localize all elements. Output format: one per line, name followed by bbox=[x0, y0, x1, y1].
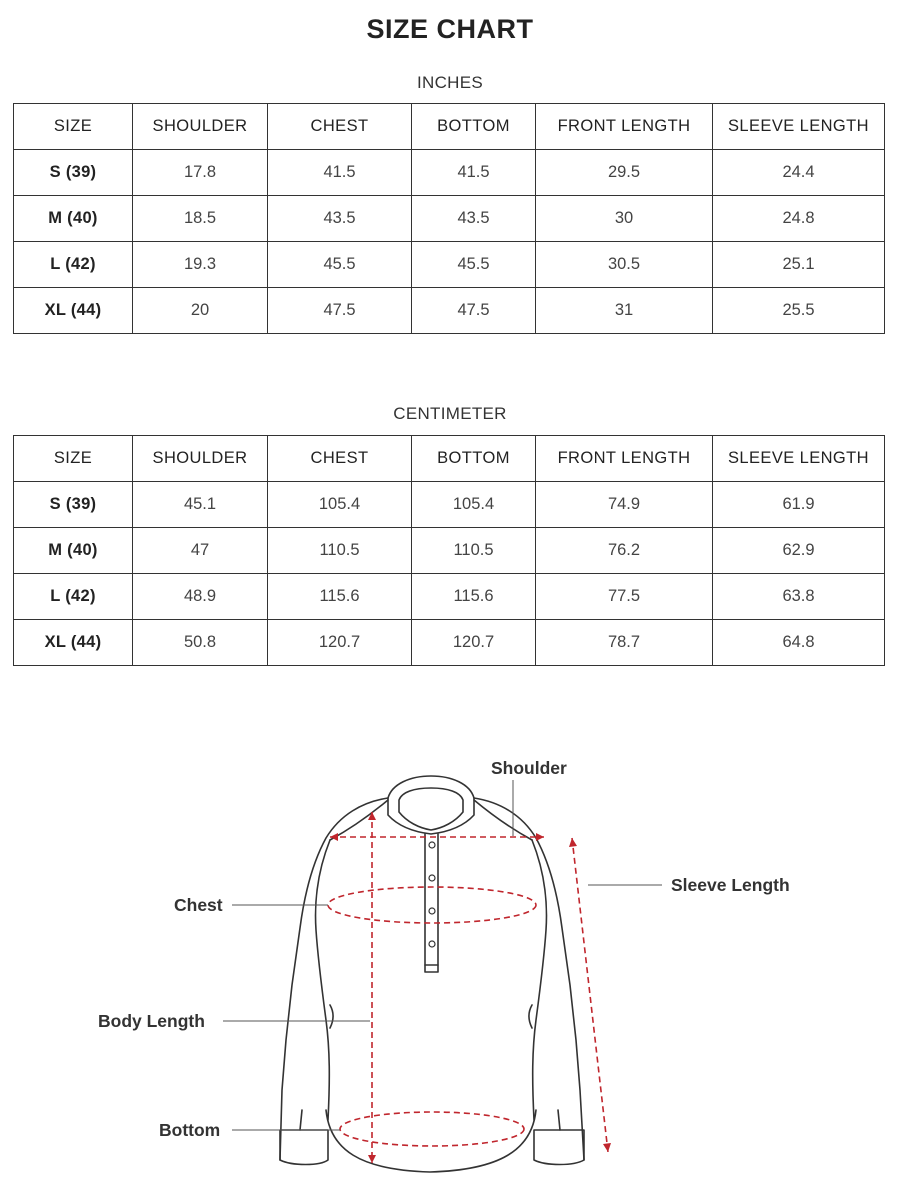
chest-measure-ellipse bbox=[328, 887, 536, 923]
table-cell: 50.8 bbox=[133, 620, 268, 666]
table-cell: 76.2 bbox=[536, 528, 713, 574]
table-cell: 74.9 bbox=[536, 482, 713, 528]
table-cell: 43.5 bbox=[412, 196, 536, 242]
sleeve-length-label: Sleeve Length bbox=[671, 875, 790, 895]
table-cell: 20 bbox=[133, 288, 268, 334]
centimeter-caption: CENTIMETER bbox=[393, 404, 507, 423]
table-row bbox=[14, 288, 885, 334]
table-cell: 64.8 bbox=[713, 620, 885, 666]
table-cell: 41.5 bbox=[412, 150, 536, 196]
table-row bbox=[14, 242, 885, 288]
table-cell: 115.6 bbox=[412, 574, 536, 620]
table-cell: 43.5 bbox=[268, 196, 412, 242]
table-cell: 19.3 bbox=[133, 242, 268, 288]
table-cell: 62.9 bbox=[713, 528, 885, 574]
table-row bbox=[14, 196, 885, 242]
header-front-length: FRONT LENGTH bbox=[536, 104, 713, 150]
body-length-label: Body Length bbox=[98, 1011, 205, 1031]
size-cell: L (42) bbox=[14, 574, 133, 620]
bottom-measure-ellipse bbox=[340, 1112, 524, 1146]
header-bottom: BOTTOM bbox=[412, 104, 536, 150]
table-cell: 63.8 bbox=[713, 574, 885, 620]
table-cell: 105.4 bbox=[412, 482, 536, 528]
shoulder-label: Shoulder bbox=[491, 758, 567, 778]
size-cell: S (39) bbox=[14, 150, 133, 196]
table-cell: 31 bbox=[536, 288, 713, 334]
table-cell: 110.5 bbox=[412, 528, 536, 574]
table-cell: 61.9 bbox=[713, 482, 885, 528]
size-cell: M (40) bbox=[14, 528, 133, 574]
inches-caption: INCHES bbox=[416, 73, 484, 92]
shirt-button-icon bbox=[429, 842, 435, 848]
table-cell: 30 bbox=[536, 196, 713, 242]
table-row bbox=[14, 482, 885, 528]
table-cell: 115.6 bbox=[268, 574, 412, 620]
header-shoulder: SHOULDER bbox=[133, 104, 268, 150]
table-cell: 29.5 bbox=[536, 150, 713, 196]
header-chest: CHEST bbox=[268, 436, 412, 482]
page-title: SIZE CHART bbox=[366, 14, 534, 44]
header-front-length: FRONT LENGTH bbox=[536, 436, 713, 482]
table-cell: 24.4 bbox=[713, 150, 885, 196]
table-header-row bbox=[14, 436, 885, 482]
size-cell: XL (44) bbox=[14, 620, 133, 666]
header-size: SIZE bbox=[14, 104, 133, 150]
header-bottom: BOTTOM bbox=[412, 436, 536, 482]
table-row bbox=[14, 574, 885, 620]
table-cell: 47 bbox=[133, 528, 268, 574]
header-size: SIZE bbox=[14, 436, 133, 482]
shirt-button-icon bbox=[429, 941, 435, 947]
table-cell: 24.8 bbox=[713, 196, 885, 242]
table-row bbox=[14, 528, 885, 574]
header-sleeve-length: SLEEVE LENGTH bbox=[713, 104, 885, 150]
bottom-label: Bottom bbox=[159, 1120, 221, 1140]
table-cell: 45.5 bbox=[268, 242, 412, 288]
table-cell: 18.5 bbox=[133, 196, 268, 242]
table-cell: 77.5 bbox=[536, 574, 713, 620]
header-sleeve-length: SLEEVE LENGTH bbox=[713, 436, 885, 482]
table-cell: 45.5 bbox=[412, 242, 536, 288]
centimeter-size-table bbox=[13, 435, 885, 666]
table-row bbox=[14, 150, 885, 196]
table-row bbox=[14, 620, 885, 666]
size-cell: L (42) bbox=[14, 242, 133, 288]
size-cell: S (39) bbox=[14, 482, 133, 528]
table-cell: 17.8 bbox=[133, 150, 268, 196]
table-cell: 45.1 bbox=[133, 482, 268, 528]
header-shoulder: SHOULDER bbox=[133, 436, 268, 482]
table-cell: 78.7 bbox=[536, 620, 713, 666]
shirt-button-icon bbox=[429, 908, 435, 914]
header-chest: CHEST bbox=[268, 104, 412, 150]
table-cell: 120.7 bbox=[412, 620, 536, 666]
table-cell: 47.5 bbox=[268, 288, 412, 334]
size-cell: XL (44) bbox=[14, 288, 133, 334]
table-header-row bbox=[14, 104, 885, 150]
table-cell: 30.5 bbox=[536, 242, 713, 288]
shirt-button-icon bbox=[429, 875, 435, 881]
table-cell: 25.5 bbox=[713, 288, 885, 334]
shirt-measurement-diagram bbox=[0, 700, 900, 1200]
table-cell: 48.9 bbox=[133, 574, 268, 620]
table-cell: 120.7 bbox=[268, 620, 412, 666]
inches-size-table bbox=[13, 103, 885, 334]
table-cell: 110.5 bbox=[268, 528, 412, 574]
table-cell: 105.4 bbox=[268, 482, 412, 528]
table-cell: 41.5 bbox=[268, 150, 412, 196]
table-cell: 47.5 bbox=[412, 288, 536, 334]
table-cell: 25.1 bbox=[713, 242, 885, 288]
chest-label: Chest bbox=[174, 895, 223, 915]
size-cell: M (40) bbox=[14, 196, 133, 242]
